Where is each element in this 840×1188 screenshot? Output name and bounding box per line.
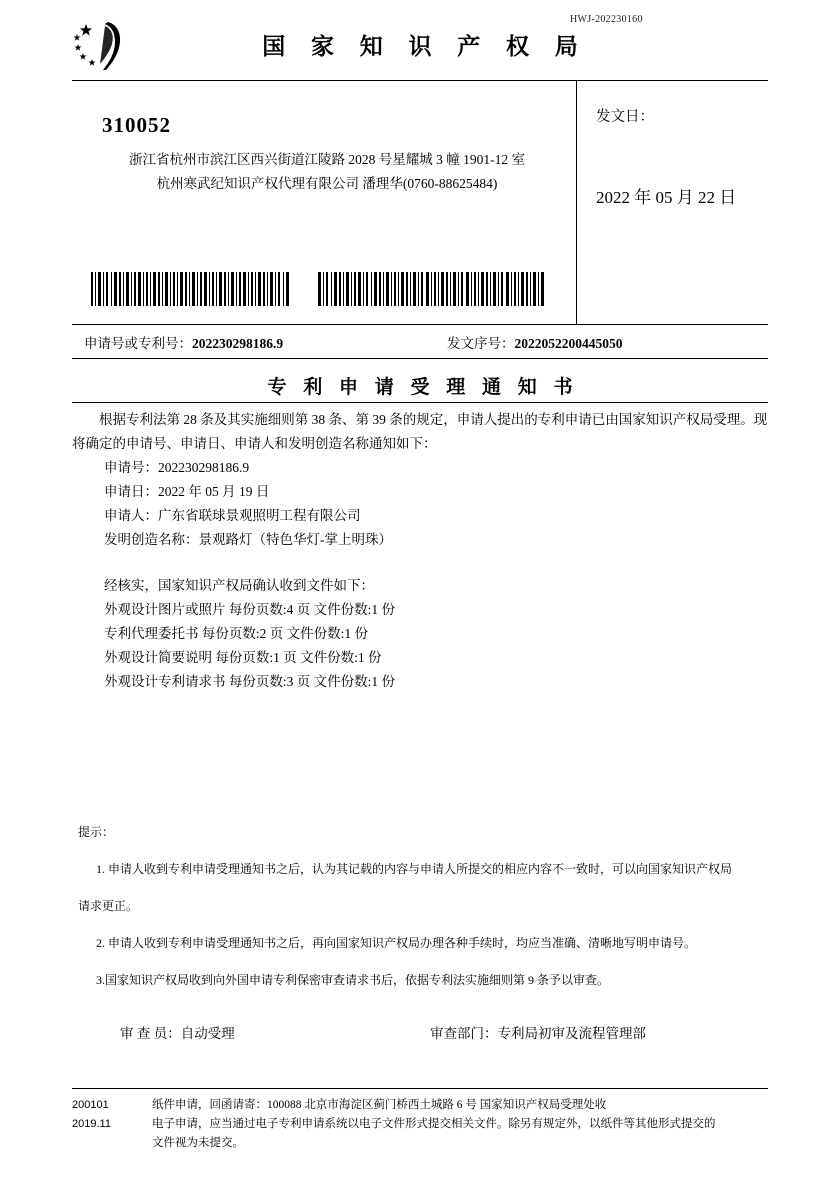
notes-section bbox=[72, 808, 768, 1005]
notice-title: 专 利 申 请 受 理 通 知 书 bbox=[267, 377, 579, 398]
application-number-label: 申请号或专利号： bbox=[84, 336, 192, 351]
note-item: 2. 申请人收到专利申请受理通知书之后，再向国家知识产权局办理各种手续时，均应当准确、清晰地写明申请号。 bbox=[96, 936, 697, 950]
application-number bbox=[84, 332, 283, 352]
footer-code-1: 200101 bbox=[72, 1099, 109, 1111]
body-paragraph-1: 根据专利法第 28 条及其实施细则第 38 条、第 39 条的规定，申请人提出的专利申请已由国家知识产权局受理。现将确定的申请号、申请日、申请人和发明创造名称通知如下： bbox=[72, 412, 768, 451]
footer-line-3: 文件视为未提交。 bbox=[152, 1137, 244, 1149]
footer-line-2: 电子申请，应当通过电子专利申请系统以电子文件形式提交相关文件。除另有规定外，以纸件等其他形式提交的 bbox=[152, 1118, 716, 1130]
address-line-1: 浙江省杭州市滨江区西兴街道江陵路 2028 号星耀城 3 幢 1901-12 室 bbox=[129, 152, 525, 167]
examiner-label: 审 查 员： bbox=[120, 1026, 181, 1041]
application-number-value: 202230298186.9 bbox=[192, 336, 284, 351]
barcode-application-number bbox=[90, 272, 290, 306]
barcode-serial-number bbox=[317, 272, 547, 306]
issue-date-label: 发文日： bbox=[596, 109, 654, 125]
body-spacer bbox=[72, 552, 768, 574]
serial-number-value: 2022052200445050 bbox=[514, 336, 623, 351]
postcode: 310052 bbox=[102, 113, 171, 137]
address-date-block bbox=[72, 80, 768, 324]
department-field bbox=[430, 1022, 646, 1042]
field-application-number: 申请号：202230298186.9 bbox=[104, 460, 250, 475]
document-reference-code: HWJ-202230160 bbox=[570, 14, 643, 25]
document-body bbox=[72, 408, 768, 694]
received-document-item: 外观设计图片或照片 每份页数:4 页 文件份数:1 份 bbox=[104, 602, 396, 617]
page-title: 国 家 知 识 产 权 局 bbox=[262, 34, 588, 59]
received-document-item: 外观设计简要说明 每份页数:1 页 文件份数:1 份 bbox=[104, 650, 382, 665]
footer-text bbox=[152, 1096, 772, 1153]
document-header bbox=[72, 20, 768, 76]
field-applicant: 申请人：广东省联球景观照明工程有限公司 bbox=[104, 508, 361, 523]
serial-number bbox=[447, 332, 623, 352]
address-line-2: 杭州寒武纪知识产权代理有限公司 潘理华(0760-88625484) bbox=[156, 176, 498, 191]
field-application-date: 申请日：2022 年 05 月 19 日 bbox=[104, 484, 270, 499]
note-item-continued: 请求更正。 bbox=[78, 899, 139, 913]
examiner-field bbox=[120, 1022, 235, 1042]
received-document-item: 外观设计专利请求书 每份页数:3 页 文件份数:1 份 bbox=[104, 674, 396, 689]
examiner-value: 自动受理 bbox=[180, 1026, 235, 1041]
received-document-item: 专利代理委托书 每份页数:2 页 文件份数:1 份 bbox=[104, 626, 369, 641]
issue-date-value: 2022 年 05 月 22 日 bbox=[596, 188, 737, 207]
vertical-divider bbox=[576, 80, 577, 324]
department-value: 专利局初审及流程管理部 bbox=[497, 1026, 646, 1041]
notes-title: 提示： bbox=[78, 825, 115, 839]
divider-below-title bbox=[72, 402, 768, 403]
note-item: 3.国家知识产权局收到向外国申请专利保密审查请求书后，依据专利法实施细则第 9 条予以审查。 bbox=[96, 973, 610, 987]
divider-below-number-row bbox=[72, 358, 768, 359]
note-item: 1. 申请人收到专利申请受理通知书之后，认为其记载的内容与申请人所提交的相应内容不一致时，可以向国家知识产权局 bbox=[96, 862, 733, 876]
received-documents-intro: 经核实，国家知识产权局确认收到文件如下： bbox=[104, 578, 374, 593]
footer-line-1: 纸件申请，回函请寄：100088 北京市海淀区蓟门桥西土城路 6 号 国家知识产权局受理处收 bbox=[152, 1099, 607, 1111]
serial-number-label: 发文序号： bbox=[447, 336, 515, 351]
footer-codes bbox=[72, 1096, 150, 1134]
number-row bbox=[72, 324, 768, 358]
department-label: 审查部门： bbox=[430, 1026, 498, 1041]
footer-divider bbox=[72, 1088, 768, 1089]
footer-code-2: 2019.11 bbox=[72, 1118, 111, 1130]
field-invention-name: 发明创造名称：景观路灯（特色华灯-掌上明珠） bbox=[104, 532, 392, 547]
